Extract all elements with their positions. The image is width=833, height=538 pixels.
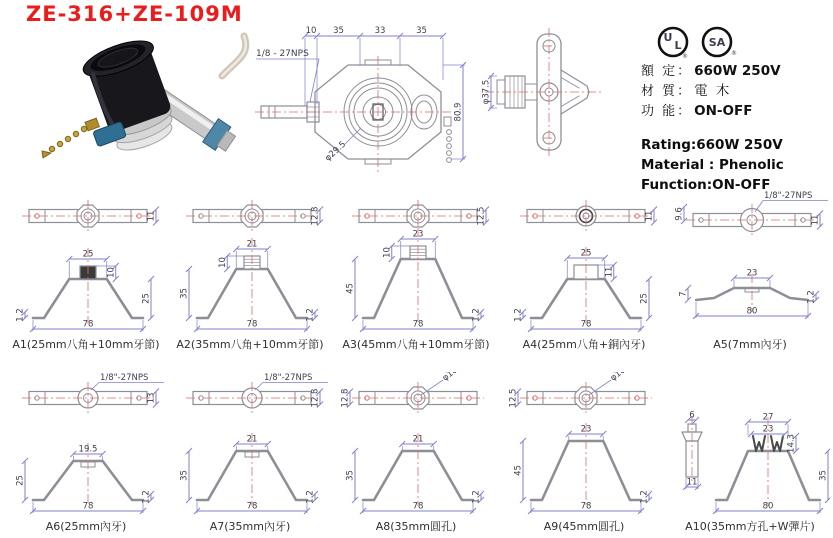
bracket-A3 bbox=[336, 190, 496, 356]
dim-label: 25 bbox=[15, 475, 26, 486]
bracket-svg bbox=[504, 190, 664, 336]
dim-label: 9.6 bbox=[674, 207, 685, 221]
bracket-svg bbox=[6, 190, 166, 336]
dim-label: 78 bbox=[82, 501, 94, 512]
dim-label: φ37.5 bbox=[481, 79, 492, 105]
dim-label: φ29.5 bbox=[323, 139, 349, 164]
spec-function-en: Function:ON-OFF bbox=[641, 177, 771, 194]
bracket-A4 bbox=[504, 190, 664, 356]
pull-chain bbox=[42, 118, 99, 158]
dim-label: 35 bbox=[416, 26, 427, 36]
dim-label: ® bbox=[731, 50, 737, 57]
bracket-drawing bbox=[670, 372, 830, 518]
spec-rating-en: Rating:660W 250V bbox=[641, 136, 783, 153]
dim-label: 10 bbox=[217, 257, 228, 268]
product-photo-svg bbox=[18, 24, 258, 172]
bracket-drawing bbox=[670, 190, 830, 336]
spec-row-function-cn bbox=[641, 102, 831, 122]
dim-label: 78 bbox=[246, 501, 258, 512]
dim-label: 11 bbox=[686, 477, 698, 488]
bracket-A9 bbox=[504, 372, 664, 538]
spec-value: 電 木 bbox=[694, 82, 732, 99]
bracket-drawing bbox=[6, 190, 166, 336]
bracket-caption: A5(7mm內牙) bbox=[713, 338, 787, 351]
bracket-drawing bbox=[6, 372, 166, 518]
dim-label: 1/8"-27NPS bbox=[764, 191, 813, 201]
page-title: ZE-316+ZE-109M bbox=[26, 2, 243, 26]
spec-label: 功 能： bbox=[641, 103, 693, 119]
dim-label: 1.2 bbox=[639, 490, 650, 504]
dim-label: SA bbox=[708, 36, 726, 49]
dim-label: 45 bbox=[513, 465, 524, 476]
bracket-caption: A6(25mm內牙) bbox=[45, 520, 127, 533]
dim-label: 25 bbox=[580, 248, 592, 259]
dim-label: 25 bbox=[82, 249, 94, 260]
dim-label: 78 bbox=[412, 319, 424, 330]
spec-panel bbox=[641, 24, 831, 195]
bracket-caption: A7(35mm內牙) bbox=[209, 520, 291, 533]
dim-label: 78 bbox=[246, 319, 258, 330]
dim-label: 14.3 bbox=[786, 434, 797, 453]
dim-label: φ10 bbox=[440, 372, 460, 384]
dim-label: 12.8 bbox=[310, 388, 321, 408]
dim-label: φ10 bbox=[608, 372, 628, 384]
csa-logo-icon bbox=[703, 28, 737, 57]
dim-label: 1.2 bbox=[471, 308, 482, 322]
bracket-svg bbox=[170, 372, 330, 518]
bracket-svg bbox=[170, 190, 330, 336]
dim-label: 23 bbox=[412, 229, 424, 240]
dim-label: 78 bbox=[580, 501, 592, 512]
dim-label: 27 bbox=[762, 412, 774, 423]
dim-label: 35 bbox=[345, 470, 356, 481]
dim-label: 1.2 bbox=[305, 490, 316, 504]
bracket-drawing bbox=[170, 372, 330, 518]
bracket-svg bbox=[336, 372, 496, 518]
dim-label: 80.9 bbox=[453, 102, 464, 122]
bracket-caption: A1(25mm八角+10mm牙節) bbox=[12, 338, 160, 351]
spec-block-english bbox=[641, 135, 831, 196]
bracket-A8 bbox=[336, 372, 496, 538]
spec-row-material-cn bbox=[641, 82, 831, 102]
bracket-A5 bbox=[670, 190, 830, 356]
bracket-svg bbox=[504, 372, 664, 518]
dim-label: 12.5 bbox=[508, 388, 519, 408]
bracket-A6 bbox=[6, 372, 166, 538]
bracket-A2 bbox=[170, 190, 330, 356]
bracket-caption: A3(45mm八角+10mm牙節) bbox=[342, 338, 490, 351]
dim-label: 11 bbox=[146, 210, 157, 222]
spec-value: ON-OFF bbox=[694, 102, 753, 119]
dim-label: 25 bbox=[141, 293, 152, 304]
bracket-svg bbox=[670, 190, 830, 336]
dim-label: 33 bbox=[374, 26, 386, 36]
dim-label: 1.2 bbox=[471, 490, 482, 504]
bracket-A7 bbox=[170, 372, 330, 538]
spec-value: 660W 250V bbox=[694, 63, 781, 79]
bracket-drawing bbox=[504, 190, 664, 336]
dim-label: 78 bbox=[82, 319, 94, 330]
dim-label: 23 bbox=[746, 268, 758, 279]
dim-label: 35 bbox=[818, 470, 829, 481]
ul-logo-icon bbox=[659, 28, 688, 60]
bracket-drawing bbox=[504, 372, 664, 518]
dim-label: 21 bbox=[412, 434, 424, 445]
bracket-caption: A8(35mm圓孔) bbox=[375, 520, 457, 533]
dim-label: 10 bbox=[106, 267, 117, 278]
dim-label: 7 bbox=[678, 291, 689, 297]
bracket-caption: A2(35mm八角+10mm牙節) bbox=[176, 338, 324, 351]
dim-label: 13 bbox=[146, 392, 157, 404]
socket-body bbox=[68, 34, 185, 162]
bracket-drawing bbox=[336, 372, 496, 518]
bracket-svg bbox=[6, 372, 166, 518]
dim-label: 12.5 bbox=[476, 206, 487, 226]
dim-label: 11 bbox=[604, 266, 615, 278]
dim-label: 78 bbox=[580, 319, 592, 330]
dim-label: 11 bbox=[810, 214, 821, 226]
spec-label: 額 定： bbox=[641, 64, 693, 79]
bracket-A1 bbox=[6, 190, 166, 356]
dim-label: L bbox=[674, 39, 682, 52]
dim-label: 80 bbox=[762, 501, 774, 512]
dim-label: 1/8"-27NPS bbox=[100, 373, 149, 383]
dim-label: 35 bbox=[333, 26, 344, 36]
bracket-A10 bbox=[670, 372, 830, 538]
dim-label: U bbox=[663, 31, 673, 44]
dim-label: 1/8"-27NPS bbox=[264, 373, 313, 383]
certification-logos bbox=[655, 24, 755, 62]
bracket-caption: A9(45mm圓孔) bbox=[543, 520, 625, 533]
bracket-drawing bbox=[170, 190, 330, 336]
side-drawing-svg bbox=[477, 24, 615, 162]
cert-logos-svg bbox=[655, 24, 755, 62]
dim-label: 1.2 bbox=[513, 308, 524, 322]
dim-label: 12.8 bbox=[340, 388, 351, 408]
dim-label: 1/8 - 27NPS bbox=[256, 49, 309, 59]
dim-label: 35 bbox=[179, 470, 190, 481]
dim-label: 23 bbox=[762, 424, 774, 435]
bracket-svg bbox=[336, 190, 496, 336]
dim-label: 21 bbox=[246, 434, 258, 445]
dim-label: 1.2 bbox=[806, 290, 817, 304]
dim-label: 11 bbox=[644, 210, 655, 222]
dim-label: 35 bbox=[179, 288, 190, 299]
spec-label: 材 質： bbox=[641, 83, 693, 99]
main-front-drawing bbox=[253, 20, 481, 178]
dim-label: 1.2 bbox=[15, 308, 26, 322]
dim-label: 23 bbox=[580, 424, 592, 435]
dim-label: 25 bbox=[639, 293, 650, 304]
dim-label: 6 bbox=[689, 410, 695, 421]
bracket-caption: A4(25mm八角+銅內牙) bbox=[522, 338, 646, 351]
side-view-drawing bbox=[477, 24, 615, 162]
bracket-drawing bbox=[336, 190, 496, 336]
dim-label: 1.2 bbox=[305, 308, 316, 322]
dim-label: 19.5 bbox=[78, 444, 98, 455]
dim-label: 12.8 bbox=[310, 206, 321, 226]
bracket-svg bbox=[670, 372, 830, 518]
dim-label: 78 bbox=[412, 501, 424, 512]
dim-label: 21 bbox=[246, 239, 258, 250]
spec-material-en: Material : Phenolic bbox=[641, 156, 784, 173]
dim-label: 1.2 bbox=[141, 490, 152, 504]
dim-label: 10 bbox=[382, 247, 393, 258]
dim-label: ® bbox=[682, 53, 688, 60]
spec-row-rating-cn bbox=[641, 62, 831, 82]
dim-label: 45 bbox=[345, 283, 356, 294]
bracket-caption: A10(35mm方孔+W彈片) bbox=[685, 520, 815, 533]
main-drawing-svg bbox=[253, 20, 481, 178]
product-photo bbox=[18, 24, 258, 172]
dim-label: 80 bbox=[746, 306, 758, 317]
dim-label: 10 bbox=[305, 26, 317, 36]
